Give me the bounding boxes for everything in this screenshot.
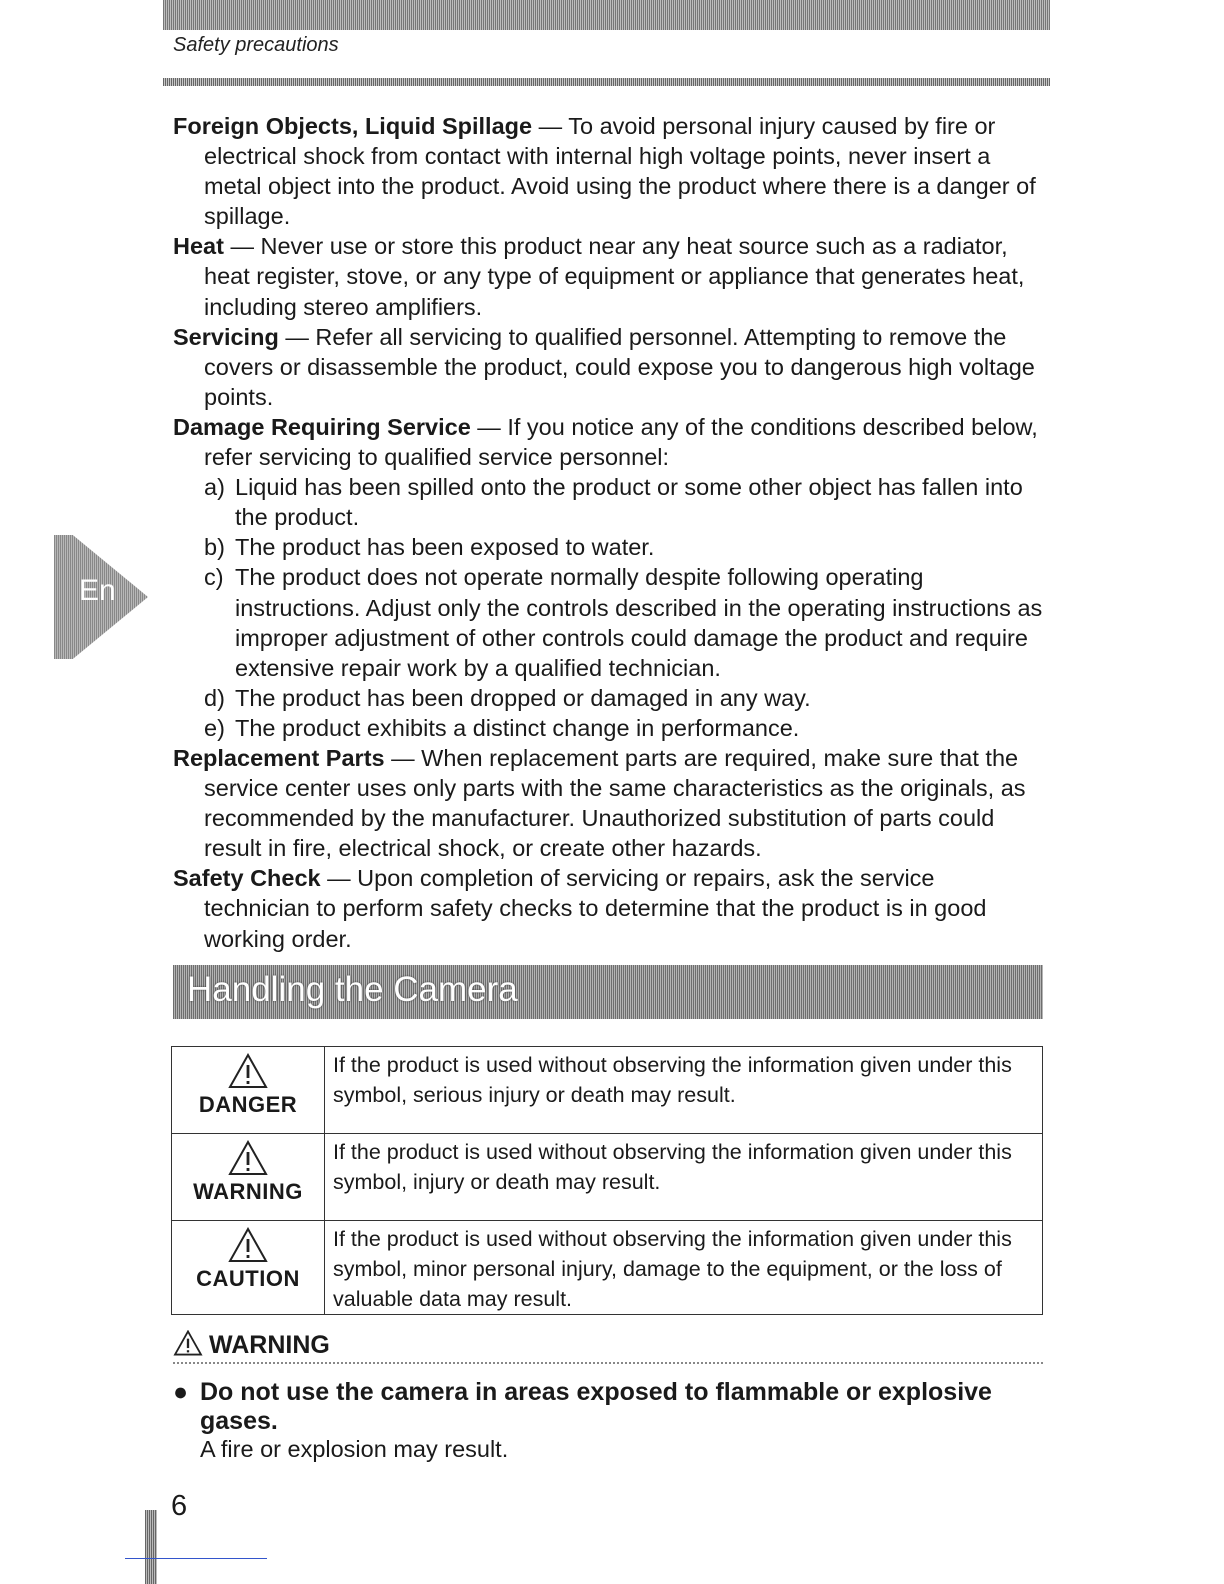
safety-text: If you notice any of the conditions described below, refer servicing to qualified service personnel: [204, 413, 1038, 471]
hazard-label: WARNING [193, 1179, 303, 1204]
condition-label: a) [204, 474, 225, 501]
top-decorative-bar [163, 0, 1050, 30]
warning-bullet-text: Do not use the camera in areas exposed to flammable or explosive gases. [200, 1378, 992, 1435]
hazard-description: If the product is used without observing the information given under this symbol, serious injury or death may result. [325, 1047, 1043, 1134]
condition-text: The product exhibits a distinct change in performance. [235, 714, 800, 741]
warning-heading-text: WARNING [209, 1331, 330, 1359]
page-number: 6 [171, 1490, 188, 1522]
safety-term: Safety Check [173, 865, 321, 892]
condition-label: d) [204, 684, 225, 711]
safety-item: Foreign Objects, Liquid Spillage — To avoid personal injury caused by fire or electrical shock from contact with internal high voltage points, never insert a metal object into the product. Avoid using the product where there is a danger of spillage. [173, 113, 1036, 230]
hazard-symbol-cell [172, 1134, 325, 1221]
safety-item: Damage Requiring Service — If you notice any of the conditions described below, refer servicing to qualified service personnel: [173, 413, 1038, 471]
header-rule [163, 78, 1050, 86]
hazard-symbol-cell [172, 1047, 325, 1134]
hazard-description: If the product is used without observing the information given under this symbol, injury or death may result. [325, 1134, 1043, 1221]
safety-text: Refer all servicing to qualified personnel. Attempting to remove the covers or disassemble the product, could expose you to dangerous high voltage points. [204, 323, 1035, 410]
section-title: Handling the Camera [187, 970, 518, 1009]
safety-item: Heat — Never use or store this product near any heat source such as a radiator, heat register, stove, or any type of equipment or appliance that generates heat, including stereo amplifiers. [173, 233, 1025, 320]
safety-term: Foreign Objects, Liquid Spillage [173, 113, 533, 139]
safety-text: Upon completion of servicing or repairs, ask the service technician to perform safety checks to determine that the product is in good working order. [204, 865, 987, 952]
section-banner [173, 965, 1043, 1019]
condition-text: The product has been dropped or damaged in any way. [235, 684, 811, 711]
condition-item [173, 532, 1043, 562]
warning-heading [173, 1330, 330, 1360]
condition-item [173, 562, 1043, 682]
language-tab-label: En [79, 574, 116, 607]
hazard-symbol-cell [172, 1221, 325, 1315]
condition-text: Liquid has been spilled onto the product or some other object has fallen into the product. [235, 474, 1023, 531]
condition-item [173, 683, 1043, 713]
warning-bullet [173, 1378, 1060, 1436]
hazard-row [172, 1221, 1043, 1315]
dotted-divider [173, 1362, 1043, 1364]
hazard-label: CAUTION [196, 1266, 300, 1291]
safety-item: Servicing — Refer all servicing to qualified personnel. Attempting to remove the covers or disassemble the product, could expose you to dangerous high voltage points. [173, 323, 1035, 410]
safety-term: Heat [173, 233, 224, 260]
warning-triangle-icon [228, 1053, 268, 1089]
safety-body [173, 111, 1043, 954]
condition-label: b) [204, 534, 225, 561]
warning-triangle-icon [173, 1330, 203, 1356]
condition-text: The product does not operate normally despite following operating instructions. Adjust only the controls described in the operating instructions as improper adjustment of other controls could damage the product and require extensive repair work by a qualified technician. [235, 564, 1043, 681]
condition-text: The product has been exposed to water. [235, 534, 655, 561]
hazard-label: DANGER [198, 1092, 298, 1117]
safety-term: Damage Requiring Service [173, 413, 471, 440]
condition-label: e) [204, 714, 225, 741]
safety-term: Replacement Parts [173, 744, 385, 771]
hazard-row [172, 1134, 1043, 1221]
warning-triangle-icon [228, 1227, 268, 1263]
hazard-level-table [171, 1046, 1043, 1315]
hazard-row [172, 1047, 1043, 1134]
page-marker-bar [145, 1510, 157, 1584]
safety-text: To avoid personal injury caused by fire or electrical shock from contact with internal high voltage points, never insert a metal object into the product. Avoid using the product where there is a danger of spillage. [204, 113, 1036, 230]
hazard-description: If the product is used without observing the information given under this symbol, minor personal injury, damage to the equipment, or the loss of valuable data may result. [325, 1221, 1043, 1315]
running-header: Safety precautions [173, 34, 339, 56]
condition-item [173, 472, 1043, 532]
bullet-dot-icon: ● [173, 1378, 189, 1406]
condition-label: c) [204, 564, 224, 591]
warning-note: A fire or explosion may result. [200, 1436, 509, 1462]
safety-text: Never use or store this product near any heat source such as a radiator, heat register, stove, or any type of equipment or appliance that generates heat, including stereo amplifiers. [204, 233, 1025, 320]
safety-item: Replacement Parts — When replacement parts are required, make sure that the service center uses only parts with the same characteristics as the originals, as recommended by the manufacturer. Unauthorized substitution of parts could result in fire, electrical shock, or create other hazards. [173, 744, 1026, 862]
safety-text: When replacement parts are required, make sure that the service center uses only parts with the same characteristics as the originals, as recommended by the manufacturer. Unauthorized substitution of parts could result in fire, electrical shock, or create other hazards. [204, 744, 1026, 862]
safety-item: Safety Check — Upon completion of servicing or repairs, ask the service technician to perform safety checks to determine that the product is in good working order. [173, 865, 987, 952]
condition-item [173, 713, 1043, 743]
safety-term: Servicing [173, 323, 279, 350]
warning-triangle-icon [228, 1140, 268, 1176]
footer-rule [125, 1558, 267, 1559]
